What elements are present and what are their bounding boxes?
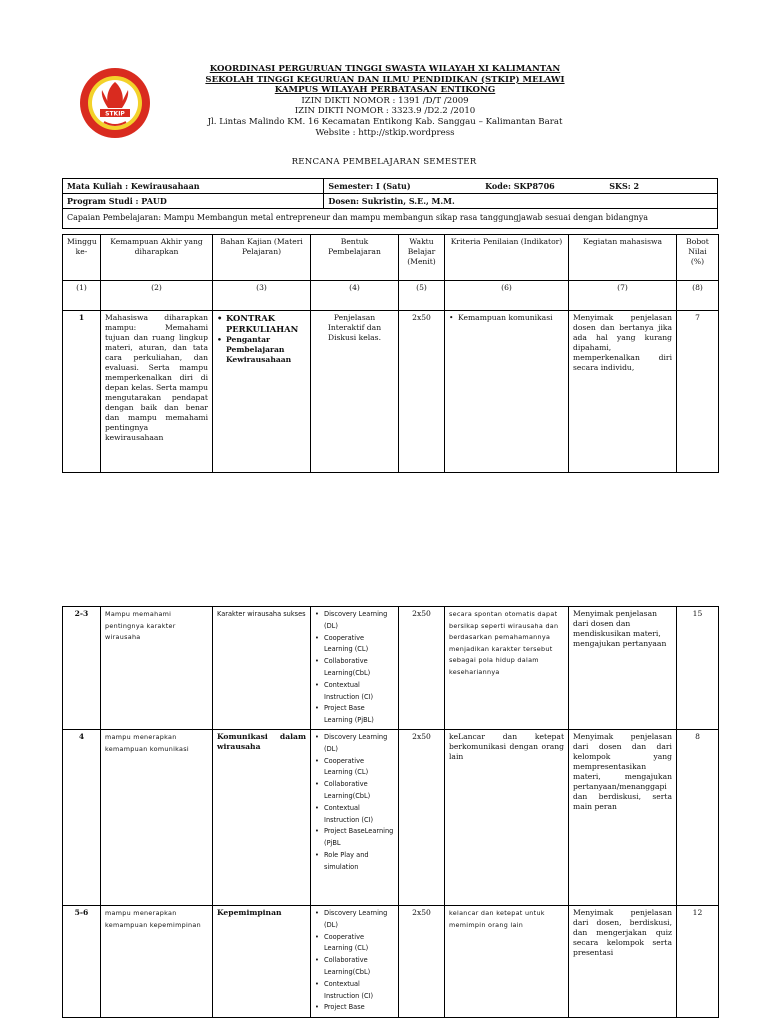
list-item: • Cooperative Learning (CL) — [315, 633, 394, 657]
column-number: (5) — [399, 281, 445, 311]
criteria-cell: kelancar dan ketepat untuk memimpin orang lain — [445, 905, 569, 1017]
weight-cell: 8 — [677, 729, 719, 905]
list-item: • Collaborative Learning(CbL) — [315, 656, 394, 680]
list-item: • Discovery Learning (DL) — [315, 609, 394, 633]
material-cell: Karakter wirausaha sukses — [213, 607, 311, 730]
header-line: Website : http://stkip.wordpress — [315, 127, 455, 138]
header-line: Jl. Lintas Malindo KM. 16 Kecamatan Entikong Kab. Sanggau – Kalimantan Barat — [207, 116, 563, 127]
column-number: (7) — [569, 281, 677, 311]
ability-cell: mampu menerapkan kemampuan kepemimpinan — [101, 905, 213, 1017]
week-cell: 1 — [63, 311, 101, 473]
list-item: • Contextual Instruction (CI) — [315, 979, 394, 1003]
table-row — [63, 905, 719, 1017]
activity-cell: Menyimak penjelasan dari dosen dan dari kelompok yang mempresentasikan materi, mengajukan pertanyaan/menanggapi dan berdiskusi, serta main peran — [569, 729, 677, 905]
header-line: IZIN DIKTI NOMOR : 3323.9 /D2.2 /2010 — [294, 106, 476, 117]
material-cell — [213, 311, 311, 473]
method-cell — [311, 607, 399, 730]
column-header: Kriteria Penilaian (Indikator) — [445, 235, 569, 281]
header-line: KAMPUS WILAYAH PERBATASAN ENTIKONG — [274, 85, 496, 96]
activity-cell: Menyimak penjelasan dari dosen, berdiskusi, dan mengerjakan quiz secara kelompok serta presentasi — [569, 905, 677, 1017]
ability-cell: Mampu memahami pentingnya karakter wirausaha — [101, 607, 213, 730]
method-cell: Penjelasan Interaktif dan Diskusi kelas. — [311, 311, 399, 473]
criteria-cell — [445, 311, 569, 473]
week-cell: 5-6 — [63, 905, 101, 1017]
column-header: Minggu ke- — [63, 235, 101, 281]
list-item: • Pengantar Pembelajaran Kewirausahaan — [217, 335, 306, 365]
header-line: SEKOLAH TINGGI KEGURUAN DAN ILMU PENDIDIKAN (STKIP) MELAWI — [205, 74, 565, 85]
weight-cell: 12 — [677, 905, 719, 1017]
week-cell: 4 — [63, 729, 101, 905]
semester: Semester: I (Satu) — [328, 181, 411, 191]
header-line: IZIN DIKTI NOMOR : 1391 /D/T /2009 — [301, 95, 469, 106]
list-item: • Discovery Learning (DL) — [315, 908, 394, 932]
semester-code-sks — [324, 179, 718, 194]
material-cell: Komunikasi dalam wirausaha — [213, 729, 311, 905]
list-item: • Collaborative Learning(CbL) — [315, 779, 394, 803]
svg-text:STKIP: STKIP — [105, 110, 125, 118]
weight-cell: 7 — [677, 311, 719, 473]
column-number: (2) — [101, 281, 213, 311]
learning-outcome: Capaian Pembelajaran: Mampu Membangun metal entrepreneur dan mampu membangun sikap rasa tanggungjawab sesuai dengan bidangnya — [63, 209, 718, 229]
material-cell: Kepemimpinan — [213, 905, 311, 1017]
list-item: • Project Base Learning (PjBL) — [315, 703, 394, 727]
letterhead — [0, 56, 768, 146]
time-cell: 2x50 — [399, 607, 445, 730]
list-item: • Cooperative Learning (CL) — [315, 756, 394, 780]
institution-logo — [78, 66, 152, 140]
credits: SKS: 2 — [609, 181, 640, 191]
table-row — [63, 607, 719, 730]
column-number: (4) — [311, 281, 399, 311]
time-cell: 2x50 — [399, 311, 445, 473]
list-item: • Cooperative Learning (CL) — [315, 932, 394, 956]
course-info-table — [62, 178, 718, 229]
column-number: (3) — [213, 281, 311, 311]
list-item: • Contextual Instruction (CI) — [315, 803, 394, 827]
study-program: Program Studi : PAUD — [63, 194, 324, 209]
ability-cell: mampu menerapkan kemampuan komunikasi — [101, 729, 213, 905]
plan-table-top — [62, 234, 719, 473]
table-row — [63, 311, 719, 473]
table-row — [63, 729, 719, 905]
column-header: Bentuk Pembelajaran — [311, 235, 399, 281]
list-item: • KONTRAK PERKULIAHAN — [217, 313, 306, 335]
list-item: • Discovery Learning (DL) — [315, 732, 394, 756]
column-number: (1) — [63, 281, 101, 311]
criteria-cell: secara spontan otomatis dapat bersikap seperti wirausaha dan berdasarkan pemahamannya menjadikan karakter tersebut sebagai pola hidup dalam kesehariannya — [445, 607, 569, 730]
activity-cell: Menyimak penjelasan dari dosen dan mendiskusikan materi, mengajukan pertanyaan — [569, 607, 677, 730]
method-cell — [311, 905, 399, 1017]
week-cell: 2-3 — [63, 607, 101, 730]
column-number: (6) — [445, 281, 569, 311]
ability-cell: Mahasiswa diharapkan mampu: Memahami tujuan dan ruang lingkup materi, aturan, dan tata cara perkuliahan, dan evaluasi. Serta mampu memperkenalkan diri di depan kelas. Serta mampu mengutarakan pendapat dengan baik dan benar dan mampu memahami pentingnya kewirausahaan — [101, 311, 213, 473]
header-line: KOORDINASI PERGURUAN TINGGI SWASTA WILAYAH XI KALIMANTAN — [209, 64, 561, 74]
course-code: Kode: SKP8706 — [485, 181, 555, 191]
list-item: • Project Base — [315, 1002, 394, 1014]
column-header: Bobot Nilai (%) — [677, 235, 719, 281]
lecturer: Dosen: Sukristin, S.E., M.M. — [324, 194, 718, 209]
method-cell — [311, 729, 399, 905]
column-header: Waktu Belajar (Menit) — [399, 235, 445, 281]
column-header: Bahan Kajian (Materi Pelajaran) — [213, 235, 311, 281]
column-header: Kegiatan mahasiswa — [569, 235, 677, 281]
list-item: • Collaborative Learning(CbL) — [315, 955, 394, 979]
list-item: • Contextual Instruction (CI) — [315, 680, 394, 704]
activity-cell: Menyimak penjelasan dosen dan bertanya jika ada hal yang kurang dipahami, memperkenalkan diri secara individu, — [569, 311, 677, 473]
column-number: (8) — [677, 281, 719, 311]
list-item: • Role Play and simulation — [315, 850, 394, 874]
list-item: • Project BaseLearning (PjBL — [315, 826, 394, 850]
time-cell: 2x50 — [399, 729, 445, 905]
document-title: RENCANA PEMBELAJARAN SEMESTER — [291, 157, 477, 167]
criteria-cell: keLancar dan ketepat berkomunikasi dengan orang lain — [445, 729, 569, 905]
list-item: • Kemampuan komunikasi — [449, 313, 564, 323]
course-name: Mata Kuliah : Kewirausahaan — [63, 179, 324, 194]
weight-cell: 15 — [677, 607, 719, 730]
plan-table-bottom — [62, 606, 719, 1018]
column-header: Kemampuan Akhir yang diharapkan — [101, 235, 213, 281]
time-cell: 2x50 — [399, 905, 445, 1017]
